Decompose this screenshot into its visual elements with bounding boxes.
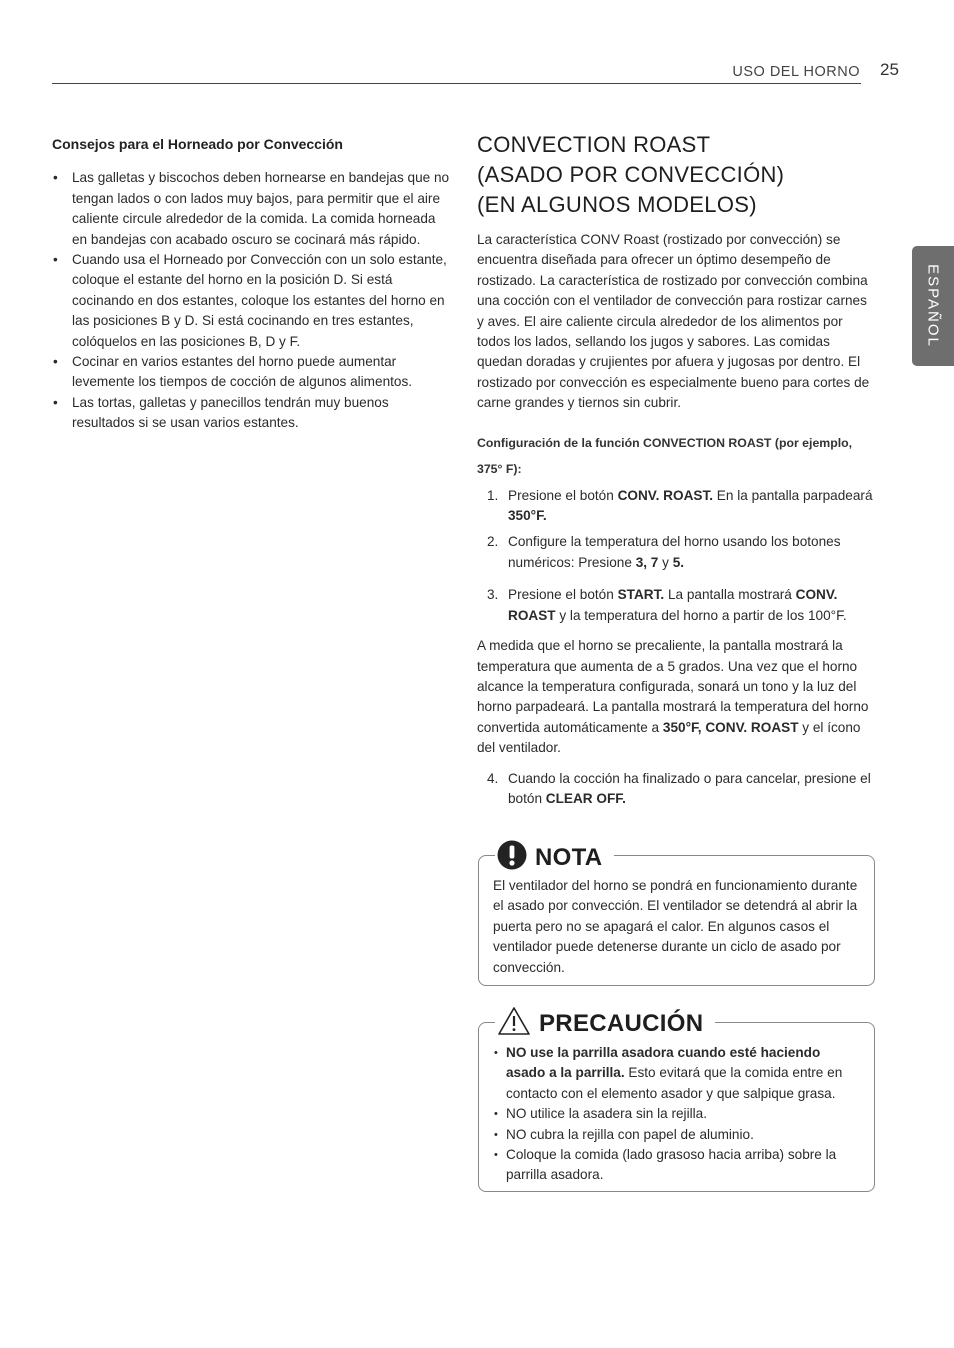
caution-item: • NO utilice la asadera sin la rejilla. [493, 1104, 862, 1124]
note-body: El ventilador del horno se pondrá en funcionamiento durante el asado por convección. El ventilador se detendrá al abrir la puerta pero no se apagará el calor. En algunos casos el ventilador puede detenerse durante un ciclo de asado por convección. [493, 878, 858, 975]
caution-box [478, 1009, 875, 1192]
title-line: CONVECTION ROAST [477, 132, 711, 157]
step-bold: CONV. ROAST [508, 587, 838, 623]
step-text: La pantalla mostrará [664, 587, 796, 603]
step-number: 3. [487, 587, 499, 603]
step-text: y [658, 554, 673, 570]
caution-list [493, 1043, 862, 1186]
preheat-text: A medida que el horno se precaliente, la pantalla mostrará la temperatura que aumenta de a 5 grados. Una vez que el horno alcance la temperatura configurada, sonará un tono y la luz del horno parpadeará. La pantalla mostrará la temperatura del horno convertida automáticamente a [477, 638, 869, 735]
section-title [477, 130, 877, 220]
step-bold: 350°F. [508, 508, 547, 524]
title-line: (ASADO POR CONVECCIÓN) [477, 162, 785, 187]
step-bold: START. [617, 587, 665, 603]
step-number: 1. [487, 487, 499, 503]
language-side-tab [912, 246, 954, 366]
step-number: 4. [487, 770, 499, 786]
step-text: y la temperatura del horno a partir de los 100°F. [555, 607, 847, 623]
caution-text: Esto evitará que la comida entre en contacto con el elemento asador y que salpique grasa. [506, 1065, 843, 1101]
step-item [477, 769, 877, 810]
warning-triangle-icon [497, 1006, 531, 1041]
preheat-paragraph [477, 636, 877, 758]
convection-roast-section [477, 130, 877, 809]
caution-title: PRECAUCIÓN [539, 1009, 704, 1037]
step-text: En la pantalla parpadeará [713, 487, 873, 503]
caution-item: • NO cubra la rejilla con papel de aluminio. [493, 1125, 862, 1145]
step-bold: 3, 7 [635, 554, 659, 570]
exclamation-circle-icon [497, 840, 527, 875]
steps-list-continued [477, 769, 877, 810]
language-tab-label: ESPAÑOL [924, 264, 942, 348]
config-heading: Configuración de la función CONVECTION ROAST (por ejemplo, 375° F): [477, 435, 853, 476]
step-item [477, 585, 877, 626]
tips-heading: Consejos para el Horneado por Convección [52, 136, 343, 152]
title-line: (EN ALGUNOS MODELOS) [477, 192, 757, 217]
tips-item: • Las tortas, galletas y panecillos tendrán muy buenos resultados si se usan varios estantes. [52, 393, 454, 434]
intro-paragraph: La característica CONV Roast (rostizado por convección) se encuentra diseñada para ofrecer un óptimo desempeño de rostizado. La característica de rostizado por convección combina una cocción con el ventilador de convección para rostizar carnes y aves. El aire caliente circula alrededor de los alimentos por todos los lados, sellando los jugos y sabores. Las comidas quedan doradas y crujientes por afuera y jugosas por dentro. El rostizado por convección es especialmente bueno para cortes de carne grandes y tiernos sin cubrir. [477, 232, 870, 411]
preheat-bold: 350°F, CONV. ROAST [662, 719, 799, 735]
step-number: 2. [487, 534, 499, 550]
step-text: Cuando la cocción ha finalizado o para cancelar, presione el botón [508, 770, 871, 806]
preheat-text: y el ícono del ventilador. [477, 719, 861, 756]
note-box [478, 843, 875, 986]
convection-baking-tips [52, 134, 454, 434]
step-bold: CLEAR OFF. [545, 790, 626, 806]
tips-list [52, 168, 454, 433]
note-heading [495, 840, 614, 875]
tips-item: • Cuando usa el Horneado por Convección con un solo estante, coloque el estante del horno en la posición D. Si está cocinando en dos estantes, coloque los estantes del horno en las posiciones B y D. Si está cocinando en tres estantes, colóquelos en las posiciones B, D y F. [52, 250, 454, 352]
tips-item: • Las galletas y biscochos deben hornearse en bandejas que no tengan lados o con lados muy bajos, para permitir que el aire caliente circule alrededor de la comida. La comida horneada en bandejas con acabado oscuro se cocinará más rápido. [52, 168, 454, 250]
step-text: Presione el botón [508, 487, 618, 503]
step-text: Configure la temperatura del horno usando los botones numéricos: Presione [508, 534, 841, 570]
header-divider [52, 83, 861, 84]
step-text: Presione el botón [508, 587, 618, 603]
step-bold: 5. [672, 554, 685, 570]
caution-bold: NO use la parrilla asadora cuando esté haciendo asado a la parrilla. [506, 1045, 821, 1081]
caution-item: • Coloque la comida (lado grasoso hacia arriba) sobre la parrilla asadora. [493, 1145, 862, 1186]
page-number: 25 [880, 60, 899, 79]
tips-item: • Cocinar en varios estantes del horno puede aumentar levemente los tiempos de cocción de algunos alimentos. [52, 352, 454, 393]
caution-body [493, 1043, 862, 1186]
step-item [477, 486, 877, 527]
steps-list [477, 486, 877, 626]
header-section-title: USO DEL HORNO [732, 64, 860, 80]
caution-heading [495, 1006, 715, 1041]
caution-item [493, 1043, 862, 1104]
step-item [477, 532, 877, 573]
note-title: NOTA [535, 843, 603, 871]
step-bold: CONV. ROAST. [617, 487, 714, 503]
